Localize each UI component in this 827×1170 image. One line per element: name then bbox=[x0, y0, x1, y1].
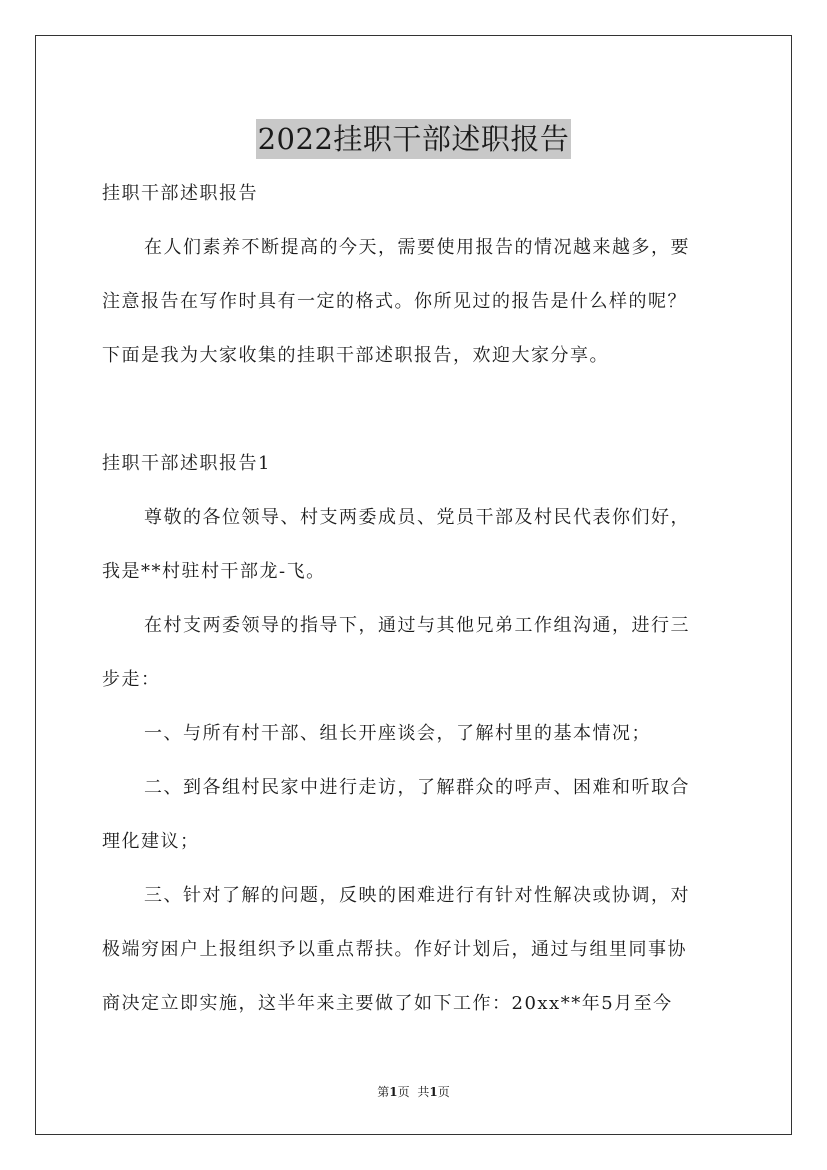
paragraph-line: 我是**村驻村干部龙-飞。 bbox=[102, 561, 326, 582]
document-title: 2022挂职干部述职报告 bbox=[256, 119, 572, 159]
paragraph-line: 二、到各组村民家中进行走访，了解群众的呼声、困难和听取合 bbox=[144, 777, 690, 798]
page-label-suffix: 页 bbox=[397, 1085, 410, 1099]
paragraph-line: 尊敬的各位领导、村支两委成员、党员干部及村民代表你们好， bbox=[144, 507, 690, 528]
paragraph-line: 商决定立即实施，这半年来主要做了如下工作：20xx**年5月至今 bbox=[102, 993, 673, 1014]
paragraph-line: 理化建议； bbox=[102, 831, 200, 852]
page-footer bbox=[0, 1083, 827, 1101]
paragraph-line: 下面是我为大家收集的挂职干部述职报告，欢迎大家分享。 bbox=[102, 345, 609, 366]
page-label-prefix: 第 bbox=[377, 1085, 390, 1099]
paragraph-line: 一、与所有村干部、组长开座谈会，了解村里的基本情况； bbox=[144, 723, 651, 744]
paragraph-line: 极端穷困户上报组织予以重点帮扶。作好计划后，通过与组里同事协 bbox=[102, 939, 687, 960]
paragraph-line: 在村支两委领导的指导下，通过与其他兄弟工作组沟通，进行三 bbox=[144, 615, 690, 636]
paragraph-line: 注意报告在写作时具有一定的格式。你所见过的报告是什么样的呢？ bbox=[102, 291, 687, 312]
total-label-prefix: 共 bbox=[417, 1085, 430, 1099]
total-pages: 1 bbox=[429, 1085, 438, 1099]
section-heading: 挂职干部述职报告1 bbox=[102, 453, 271, 474]
document-body bbox=[102, 167, 730, 1031]
paragraph-line: 步走： bbox=[102, 669, 161, 690]
total-label-suffix: 页 bbox=[437, 1085, 450, 1099]
page-number: 1 bbox=[389, 1085, 398, 1099]
paragraph-line: 在人们素养不断提高的今天，需要使用报告的情况越来越多，要 bbox=[144, 237, 690, 258]
section-heading: 挂职干部述职报告 bbox=[102, 183, 258, 204]
blank-line bbox=[102, 383, 730, 437]
paragraph-line: 三、针对了解的问题，反映的困难进行有针对性解决或协调，对 bbox=[144, 885, 690, 906]
